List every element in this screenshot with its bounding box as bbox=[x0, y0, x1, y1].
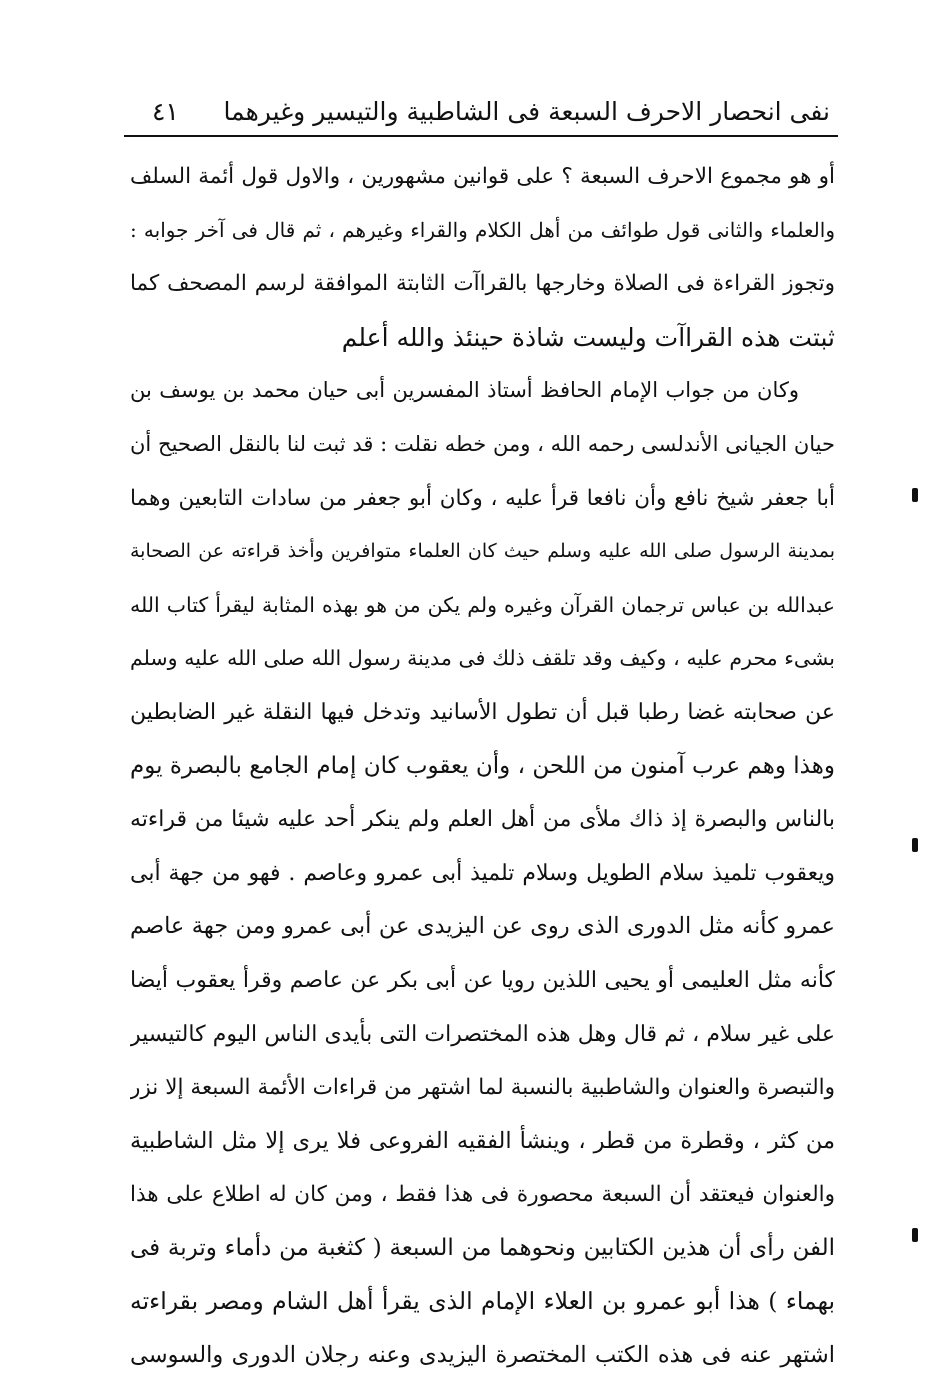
text-line: ثبتت هذه القراآت وليست شاذة حينئذ والله أعلم bbox=[341, 322, 835, 352]
text-line: أبا جعفر شيخ نافع وأن نافعا قرأ عليه ، وكان أبو جعفر من سادات التابعين وهما bbox=[130, 485, 835, 511]
text-line: والعنوان فيعتقد أن السبعة محصورة فى هذا فقط ، ومن كان له اطلاع على هذا bbox=[130, 1182, 835, 1208]
text-line: والتبصرة والعنوان والشاطبية بالنسبة لما اشتهر من قراءات الأئمة السبعة إلا نزر bbox=[130, 1075, 835, 1101]
text-line: عبدالله بن عباس ترجمان القرآن وغيره ولم يكن من هو بهذه المثابة ليقرأ كتاب الله bbox=[130, 592, 835, 617]
text-line: عمرو كأنه مثل الدورى الذى روى عن اليزيدى عن أبى عمرو ومن جهة عاصم bbox=[130, 913, 835, 940]
text-line: على غير سلام ، ثم قال وهل هذه المختصرات التى بأيدى الناس اليوم كالتيسير bbox=[130, 1021, 835, 1047]
paragraph-start-line: وكان من جواب الإمام الحافظ أستاذ المفسرين أبى حيان محمد بن يوسف بن bbox=[130, 378, 799, 403]
text-line: بهماء ) هذا أبو عمرو بن العلاء الإمام الذى يقرأ أهل الشام ومصر بقراءته bbox=[130, 1287, 835, 1316]
text-line: وتجوز القراءة فى الصلاة وخارجها بالقراآت الثابتة الموافقة لرسم المصحف كما bbox=[130, 271, 835, 297]
text-line: عن صحابته غضا رطبا قبل أن تطول الأسانيد وتدخل فيها النقلة غير الضابطين bbox=[130, 699, 835, 725]
text-line: اشتهر عنه فى هذه الكتب المختصرة اليزيدى وعنه رجلان الدورى والسوسى bbox=[130, 1342, 835, 1369]
body-text bbox=[130, 150, 835, 1383]
text-line: بشىء محرم عليه ، وكيف وقد تلقف ذلك فى مدينة رسول الله صلى الله عليه وسلم bbox=[130, 646, 835, 671]
margin-mark bbox=[912, 488, 918, 502]
text-line: من كثر ، وقطرة من قطر ، وينشأ الفقيه الفروعى فلا يرى إلا مثل الشاطبية bbox=[130, 1127, 835, 1154]
text-line: وهذا وهم عرب آمنون من اللحن ، وأن يعقوب كان إمام الجامع بالبصرة يوم bbox=[130, 752, 835, 779]
text-line: والعلماء والثانى قول طوائف من أهل الكلام والقراء وغيرهم ، ثم قال فى آخر جوابه : bbox=[130, 217, 835, 242]
page-number: ٤١ bbox=[152, 97, 179, 126]
text-line: الفن رأى أن هذين الكتابين ونحوهما من السبعة ( كثغبة من دأماء وتربة فى bbox=[130, 1234, 835, 1261]
page-header bbox=[130, 92, 830, 136]
text-line: بالناس والبصرة إذ ذاك ملأى من أهل العلم ولم ينكر أحد عليه شيئا من قراءته bbox=[130, 807, 835, 833]
running-title: نفى انحصار الاحرف السبعة فى الشاطبية والتيسير وغيرهما bbox=[223, 97, 830, 126]
margin-mark bbox=[912, 838, 918, 852]
text-line: أو هو مجموع الاحرف السبعة ؟ على قوانين مشهورين ، والاول قول أئمة السلف bbox=[130, 164, 835, 189]
margin-mark bbox=[912, 1228, 918, 1242]
text-line: ويعقوب تلميذ سلام الطويل وسلام تلميذ أبى عمرو وعاصم . فهو من جهة أبى bbox=[130, 860, 835, 886]
text-line: حيان الجيانى الأندلسى رحمه الله ، ومن خطه نقلت : قد ثبت لنا بالنقل الصحيح أن bbox=[130, 431, 835, 456]
text-line: بمدينة الرسول صلى الله عليه وسلم حيث كان العلماء متوافرين وأخذ قراءته عن الصحابة bbox=[130, 540, 835, 563]
header-rule bbox=[124, 135, 838, 137]
text-line: كأنه مثل العليمى أو يحيى اللذين رويا عن أبى بكر عن عاصم وقرأ يعقوب أيضا bbox=[130, 967, 835, 993]
